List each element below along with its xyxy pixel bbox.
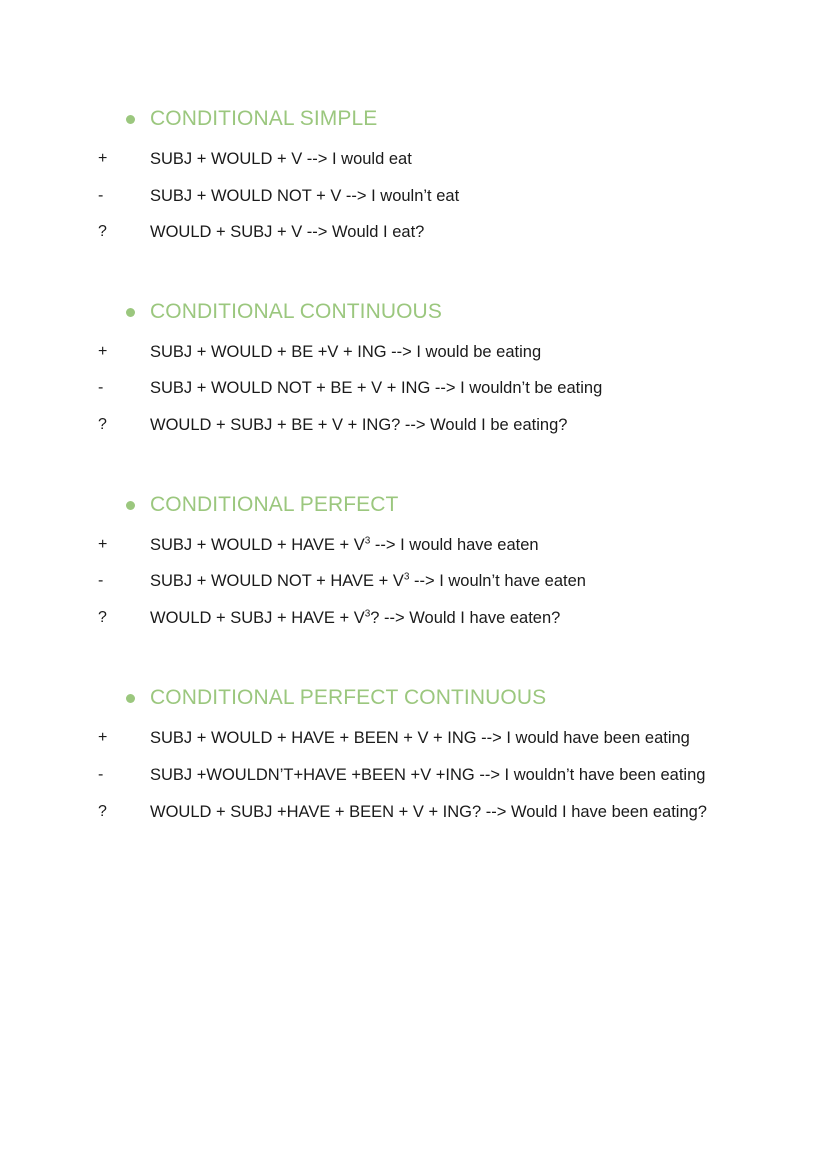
section-heading-text: CONDITIONAL CONTINUOUS [150,300,442,323]
bullet-icon [126,694,135,703]
sign-label: - [98,572,104,589]
formula-main: WOULD + SUBJ + V --> Would I eat? [150,222,425,241]
bullet-icon [126,308,135,317]
formula-row-negative [0,763,828,787]
formula-text [150,223,424,242]
sign-label: + [98,729,108,746]
formula-main: SUBJ + WOULD + V --> I would eat [150,149,412,168]
formula-text [150,766,705,785]
formula-row-negative [0,184,828,208]
section-heading [126,297,442,327]
formula-main: SUBJ + WOULD NOT + V --> I wouln’t eat [150,186,460,205]
formula-row-question [0,413,828,437]
formula-text [150,343,541,362]
formula-text [150,572,586,591]
sign-label: ? [98,609,107,626]
section-heading [126,683,546,713]
superscript: 3 [364,608,371,619]
bullet-icon [126,115,135,124]
sign-label: + [98,343,108,360]
formula-main: WOULD + SUBJ + HAVE + V [150,608,365,627]
formula-row-question [0,606,828,630]
sign-label: + [98,150,108,167]
formula-row-positive [0,533,828,557]
formula-main: SUBJ + WOULD + HAVE + BEEN + V + ING --> I would have been eating [150,728,690,747]
sign-label: ? [98,416,107,433]
formula-main: SUBJ + WOULD + HAVE + V [150,535,365,554]
formula-tail: ? --> Would I have eaten? [370,608,561,627]
sign-label: - [98,766,104,783]
bullet-icon [126,501,135,510]
superscript: 3 [403,571,410,582]
formula-tail: --> I wouln’t have eaten [409,571,586,590]
formula-text [150,803,707,822]
formula-text [150,379,602,398]
sign-label: - [98,379,104,396]
formula-row-positive [0,726,828,750]
sign-label: + [98,536,108,553]
section-heading-text: CONDITIONAL SIMPLE [150,107,378,130]
formula-text [150,729,690,748]
formula-text [150,416,567,435]
formula-tail: --> I would have eaten [370,535,539,554]
section-heading [126,104,377,134]
formula-row-question [0,220,828,244]
formula-main: SUBJ + WOULD NOT + HAVE + V [150,571,404,590]
formula-main: WOULD + SUBJ +HAVE + BEEN + V + ING? --> Would I have been eating? [150,802,707,821]
formula-row-question [0,800,828,824]
section-heading-text: CONDITIONAL PERFECT [150,493,399,516]
formula-text [150,609,560,628]
sign-label: - [98,187,104,204]
formula-row-positive [0,340,828,364]
formula-row-negative [0,569,828,593]
section-heading [126,490,398,520]
sign-label: ? [98,803,107,820]
formula-text [150,187,459,206]
formula-text [150,536,539,555]
formula-row-negative [0,376,828,400]
sign-label: ? [98,223,107,240]
formula-main: WOULD + SUBJ + BE + V + ING? --> Would I be eating? [150,415,568,434]
superscript: 3 [364,535,371,546]
formula-main: SUBJ + WOULD NOT + BE + V + ING --> I wouldn’t be eating [150,378,603,397]
formula-main: SUBJ +WOULDN’T+HAVE +BEEN +V +ING --> I wouldn’t have been eating [150,765,706,784]
formula-text [150,150,412,169]
formula-row-positive [0,147,828,171]
section-heading-text: CONDITIONAL PERFECT CONTINUOUS [150,686,547,709]
formula-main: SUBJ + WOULD + BE +V + ING --> I would be eating [150,342,542,361]
